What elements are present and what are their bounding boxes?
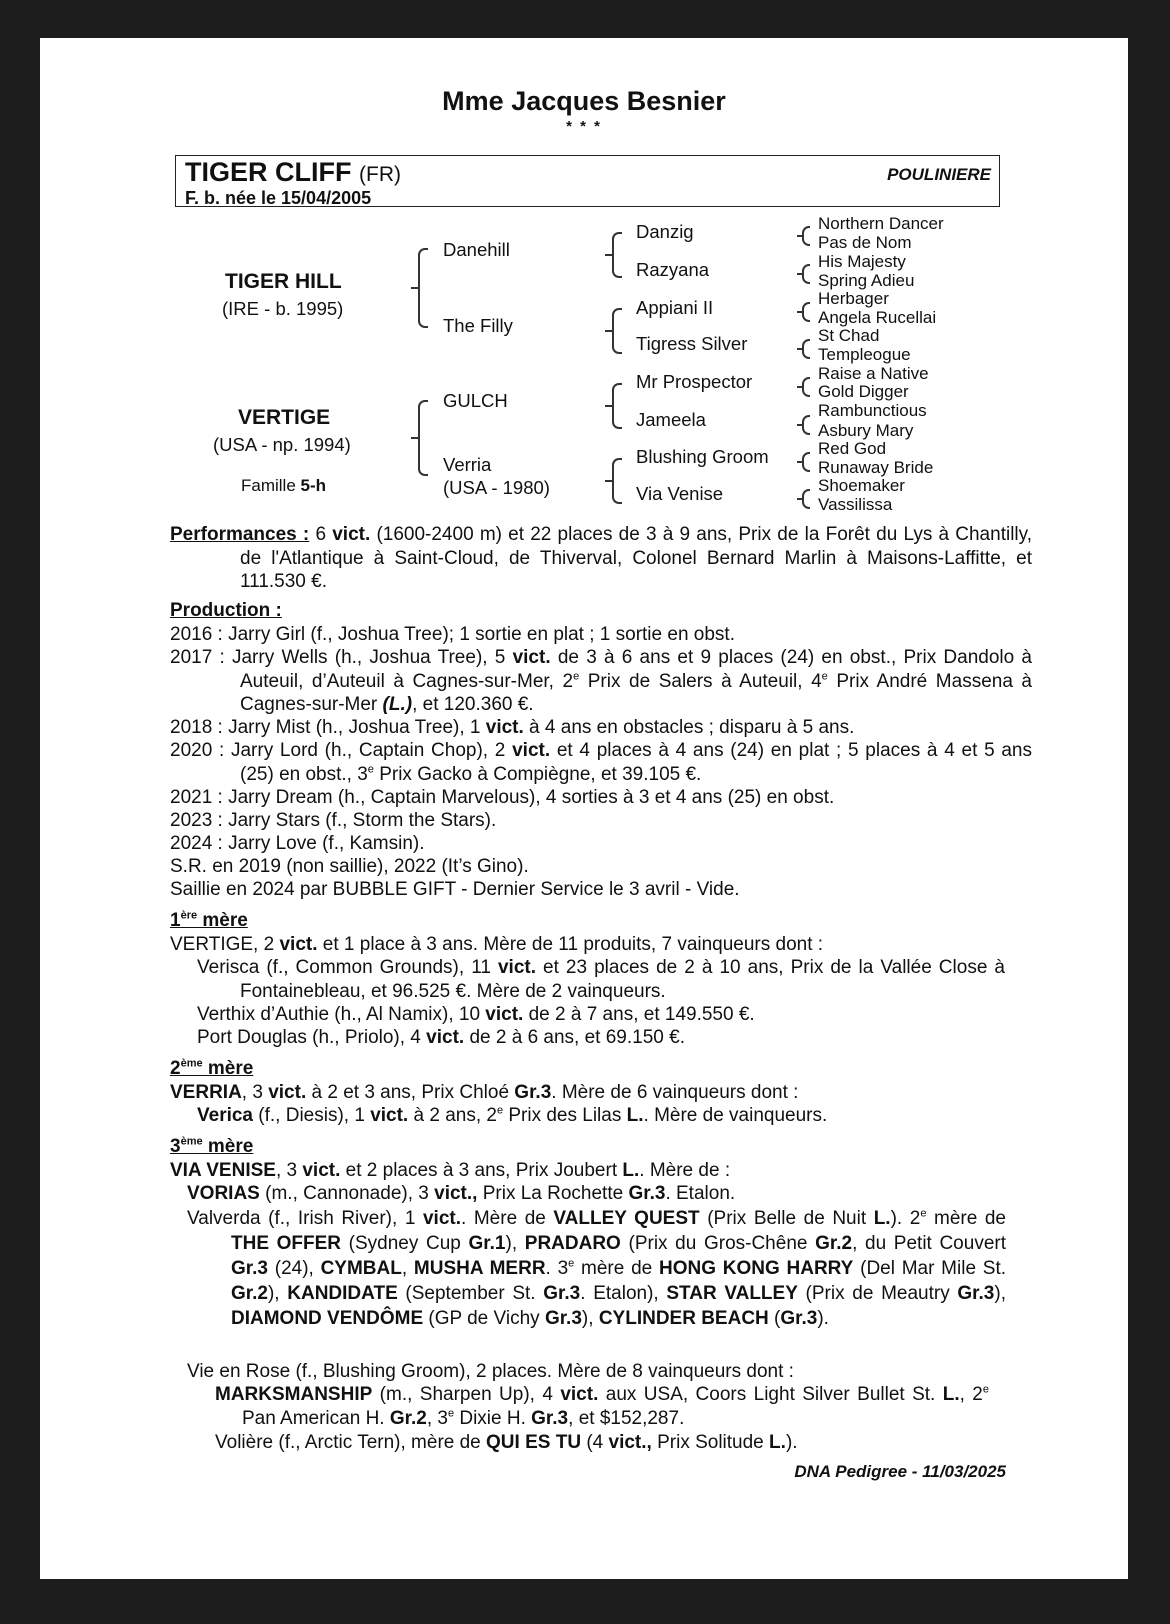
horse-header-box [175,155,1000,207]
owner-name: Mme Jacques Besnier [442,86,726,116]
separator-stars: * * * [566,118,602,135]
g3-mr-prospector: Mr Prospector [636,371,753,392]
performances-section: Performances : 6 vict. (1600-2400 m) et 22 places de 3 à 9 ans, Prix de la Forêt du Lys à Chantilly, de l'Atlantique à Saint-Cloud, de Thiverval, Colonel Bernard Marlin à Maisons-Laffitte, et 111.530 €. [170,524,1033,592]
brace-jameela [802,415,810,435]
brace-blushing [802,452,810,472]
production-2020: 2020 : Jarry Lord (h., Captain Chop), 2 vict. et 4 places à 4 ans (24) en plat ; 5 places à 4 et 5 ans (25) en obst., 3e Prix Gacko à Compiègne, et 39.105 €. [170,740,1032,785]
mere3-voliere: Volière (f., Arctic Tern), mère de QUI ES TU (4 vict., Prix Solitude L.). [215,1432,798,1453]
brace-sire [418,248,428,328]
production-title: Production : [170,600,282,621]
g4-asbury-mary: Asbury Mary [818,421,914,440]
g2-danehill: Danehill [443,239,510,260]
brace-via-venise [802,489,810,509]
mere3-marksmanship: MARKSMANSHIP (m., Sharpen Up), 4 vict. aux USA, Coors Light Silver Bullet St. L., 2e Pan American H. Gr.2, 3e Dixie H. Gr.3, et $152,287. [215,1383,990,1429]
g4-rambunctious: Rambunctious [818,401,927,420]
famille: Famille 5-h [241,476,327,495]
production-2016: 2016 : Jarry Girl (f., Joshua Tree); 1 sortie en plat ; 1 sortie en obst. [170,624,735,645]
g4-runaway-bride: Runaway Bride [818,458,934,477]
brace-razyana [802,264,810,284]
mere1-title: 1ère mère [170,909,248,931]
brace-gulch [612,383,622,429]
brace-danehill [612,232,622,278]
production-sr: S.R. en 2019 (non saillie), 2022 (It’s Gino). [170,856,529,877]
mere3-valverda: Valverda (f., Irish River), 1 vict.. Mère de VALLEY QUEST (Prix Belle de Nuit L.). 2e mère de THE OFFER (Sydney Cup Gr.1), PRADARO (Prix du Gros-Chêne Gr.2, du Petit Couvert Gr.3 (24), CYMBAL, MUSHA MERR. 3e mère de HONG KONG HARRY (Del Mar Mile St. Gr.2), KANDIDATE (September St. Gr.3. Etalon), STAR VALLEY (Prix de Meautry Gr.3), DIAMOND VENDÔME (GP de Vichy Gr.3), CYLINDER BEACH (Gr.3). [187,1207,1007,1329]
mere1-verisca: Verisca (f., Common Grounds), 11 vict. et 23 places de 2 à 10 ans, Prix de la Vallée Close à Fontainebleau, et 96.525 €. Mère de 2 vainqueurs. [197,957,1005,1002]
brace-mr-prospector [802,377,810,397]
mere1-verthix: Verthix d’Authie (h., Al Namix), 10 vict. de 2 à 7 ans, et 149.550 €. [197,1004,755,1025]
g4-pas-de-nom: Pas de Nom [818,233,912,252]
mere3-title: 3ème mère [170,1135,254,1157]
brace-tigress [802,339,810,359]
g4-templeogue: Templeogue [818,345,911,364]
pedigree-page [40,38,1128,1579]
dam-detail: (USA - np. 1994) [213,434,351,455]
g3-jameela: Jameela [636,409,706,430]
g2-verria-detail: (USA - 1980) [443,477,550,498]
horse-birth: F. b. née le 15/04/2005 [185,188,372,208]
brace-verria [612,458,622,504]
mere1-port-douglas: Port Douglas (h., Priolo), 4 vict. de 2 à 6 ans, et 69.150 €. [197,1027,685,1048]
mere3-via-venise: VIA VENISE, 3 vict. et 2 places à 3 ans, Prix Joubert L.. Mère de : [170,1160,731,1181]
g3-tigress-silver: Tigress Silver [636,333,748,354]
g3-razyana: Razyana [636,259,710,280]
production-2024: 2024 : Jarry Love (f., Kamsin). [170,833,425,854]
g4-spring-adieu: Spring Adieu [818,271,915,290]
production-2017: 2017 : Jarry Wells (h., Joshua Tree), 5 vict. de 3 à 6 ans et 9 places (24) en obst., Prix Dandolo à Auteuil, d’Auteuil à Cagnes-sur-Mer, 2e Prix de Salers à Auteuil, 4e Prix André Massena à Cagnes-sur-Mer (L.), et 120.360 €. [170,647,1033,715]
g4-gold-digger: Gold Digger [818,382,909,401]
g2-the-filly: The Filly [443,315,513,336]
status-label: POULINIERE [887,165,991,184]
g4-his-majesty: His Majesty [818,252,906,271]
brace-dam [418,400,428,476]
brace-danzig [802,226,810,246]
production-2021: 2021 : Jarry Dream (h., Captain Marvelous), 4 sorties à 3 et 4 ans (25) en obst. [170,787,835,808]
mere2-verria: VERRIA, 3 vict. à 2 et 3 ans, Prix Chloé Gr.3. Mère de 6 vainqueurs dont : [170,1082,799,1103]
sire-detail: (IRE - b. 1995) [222,298,344,319]
g3-appiani: Appiani II [636,297,714,318]
production-2023: 2023 : Jarry Stars (f., Storm the Stars). [170,810,497,831]
g4-raise-a-native: Raise a Native [818,364,929,383]
g2-gulch: GULCH [443,390,508,411]
g4-red-god: Red God [818,439,887,458]
sire-name: TIGER HILL [225,270,342,293]
g4-vassilissa: Vassilissa [818,495,893,514]
mere1-vertige: VERTIGE, 2 vict. et 1 place à 3 ans. Mère de 11 produits, 7 vainqueurs dont : [170,934,824,955]
g3-danzig: Danzig [636,221,694,242]
g4-shoemaker: Shoemaker [818,476,905,495]
dam-name: VERTIGE [238,406,331,429]
footer-signature: DNA Pedigree - 11/03/2025 [794,1462,1006,1481]
mere3-vorias: VORIAS (m., Cannonade), 3 vict., Prix La Rochette Gr.3. Etalon. [187,1183,736,1204]
g3-via-venise: Via Venise [636,483,724,504]
g4-st-chad: St Chad [818,326,880,345]
mere2-title: 2ème mère [170,1057,254,1079]
g2-verria: Verria [443,454,492,475]
g3-blushing-groom: Blushing Groom [636,446,769,467]
horse-name: TIGER CLIFF (FR) [185,157,401,187]
mere2-verica: Verica (f., Diesis), 1 vict. à 2 ans, 2e Prix des Lilas L.. Mère de vainqueurs. [197,1104,828,1126]
g4-angela-rucellai: Angela Rucellai [818,308,937,327]
brace-the-filly [612,308,622,354]
production-saillie: Saillie en 2024 par BUBBLE GIFT - Dernier Service le 3 avril - Vide. [170,879,740,900]
brace-appiani [802,302,810,322]
g4-herbager: Herbager [818,289,889,308]
production-2018: 2018 : Jarry Mist (h., Joshua Tree), 1 vict. à 4 ans en obstacles ; disparu à 5 ans. [170,717,855,738]
mere3-vie-en-rose: Vie en Rose (f., Blushing Groom), 2 places. Mère de 8 vainqueurs dont : [187,1361,794,1382]
g4-northern-dancer: Northern Dancer [818,214,944,233]
